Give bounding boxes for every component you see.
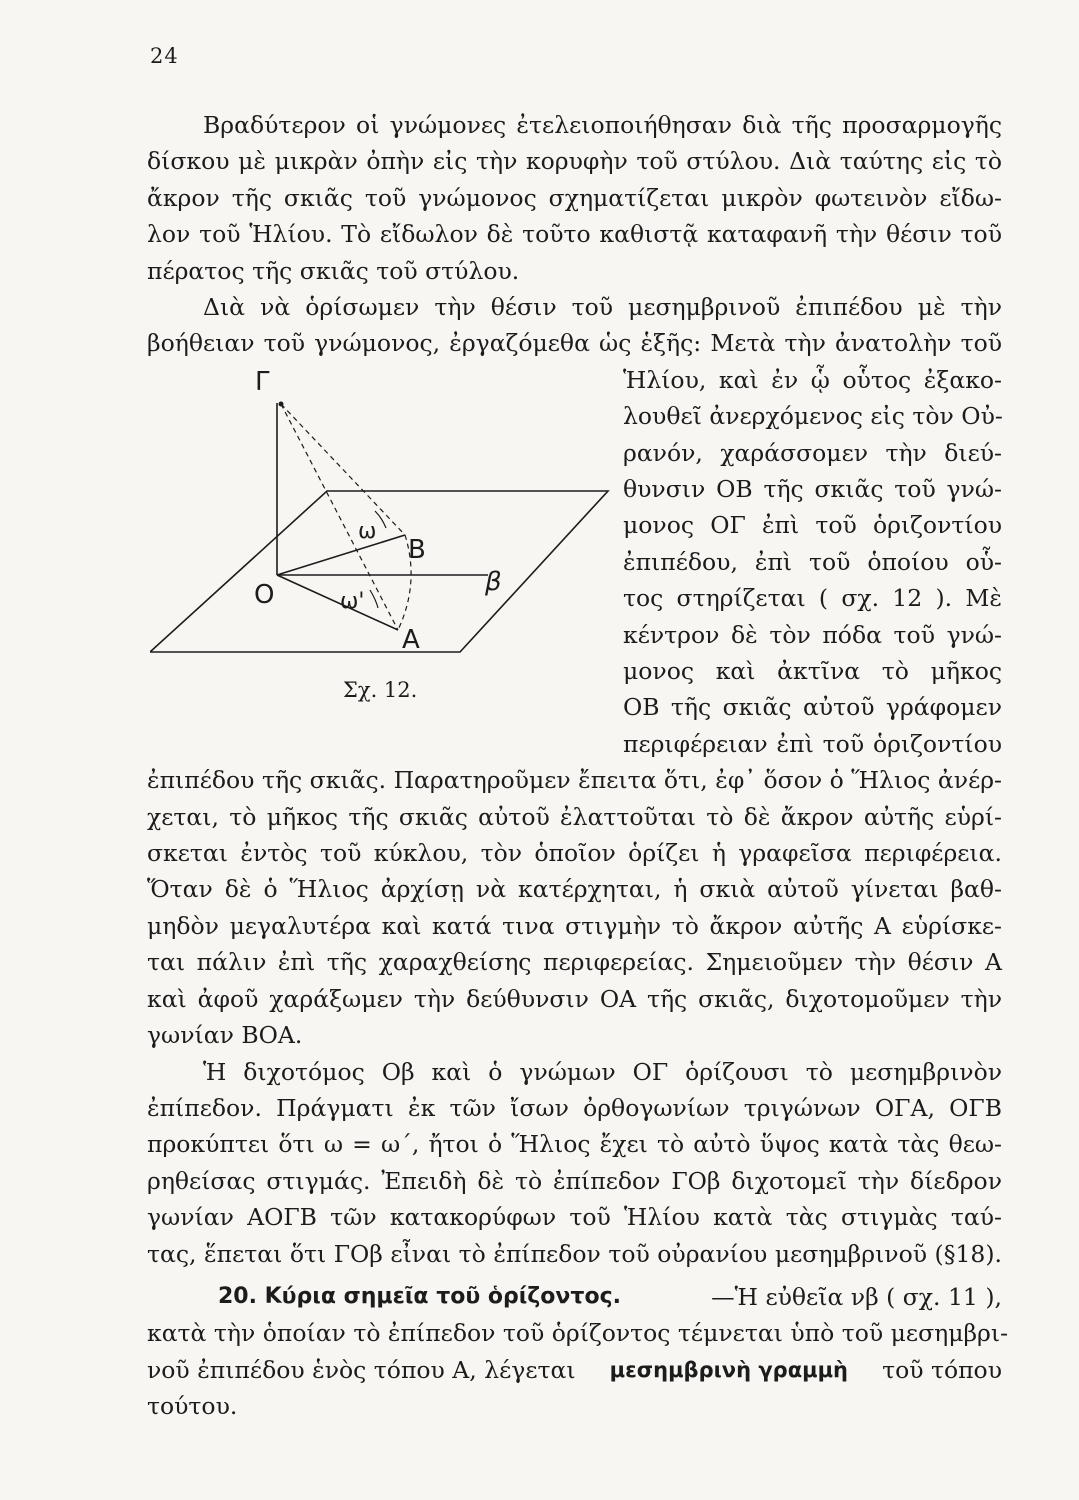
para2-line-2: βοήθειαν τοῦ γνώμονος, ἐργαζόμεθα ὡς ἑξῆς: Μετὰ τὴν ἀνατολὴν τοῦ <box>147 329 1002 357</box>
section-20-line-1-rest: —Ἡ εὐθεῖα νβ ( σχ. 11 ), <box>711 1283 1002 1311</box>
para3-line-5: γωνίαν ΑΟΓΒ τῶν κατακορύφων τοῦ Ἡλίου κατὰ τὰς στιγμὰς ταύ- <box>147 1203 1002 1231</box>
para2-side-line-4: θυνσιν ΟΒ τῆς σκιᾶς τοῦ γνώ- <box>623 475 1002 503</box>
para2-side-line-1: Ἡλίου, καὶ ἐν ᾧ οὗτος ἐξακο- <box>623 366 1002 394</box>
para2-rest-line-8: γωνίαν ΒΟΑ. <box>147 1021 303 1049</box>
section-20-line-4: τούτου. <box>147 1392 238 1420</box>
label-beta: β <box>485 567 502 597</box>
para2-side-line-5: μονος ΟΓ ἐπὶ τοῦ ὁριζοντίου <box>623 511 1002 539</box>
section-20-line-2: κατὰ τὴν ὁποίαν τὸ ἐπίπεδον τοῦ ὁρίζοντος τέμνεται ὑπὸ τοῦ μεσημβρι- <box>147 1319 1009 1347</box>
para3-line-3: προκύπτει ὅτι ω = ω΄, ἤτοι ὁ Ἥλιος ἔχει τὸ αὐτὸ ὕψος κατὰ τὰς θεω- <box>147 1130 1002 1158</box>
para2-side-line-7: τος στηρίζεται ( σχ. 12 ). Μὲ <box>623 584 1002 612</box>
label-B: B <box>408 535 426 565</box>
para1-line-2: δίσκου μὲ μικρὰν ὀπὴν εἰς τὴν κορυφὴν τοῦ στύλου. Διὰ ταύτης εἰς τὸ <box>147 147 1002 175</box>
para2-side-line-9: μονος καὶ ἀκτῖνα τὸ μῆκος <box>623 657 1002 685</box>
label-omega: ω <box>358 519 377 544</box>
para1-line-3: ἄκρον τῆς σκιᾶς τοῦ γνώμονος σχηματίζεται μικρὸν φωτεινὸν εἴδω- <box>147 184 1002 212</box>
gnomon-tip <box>279 402 284 407</box>
para2-rest-line-4: Ὅταν δὲ ὁ Ἥλιος ἀρχίσῃ νὰ κατέρχηται, ἡ σκιὰ αὐτοῦ γίνεται βαθ- <box>147 875 1002 903</box>
para2-side-line-8: κέντρον δὲ τὸν πόδα τοῦ γνώ- <box>623 621 1002 649</box>
para2-rest-line-7: καὶ ἀφοῦ χαράξωμεν τὴν δεύθυνσιν ΟΑ τῆς σκιᾶς, διχοτομοῦμεν τὴν <box>147 985 1002 1013</box>
para1-line-4: λον τοῦ Ἡλίου. Τὸ εἴδωλον δὲ τοῦτο καθιστᾷ καταφανῆ τὴν θέσιν τοῦ <box>147 220 1002 248</box>
para2-rest-line-3: σκεται ἐντὸς τοῦ κύκλου, τὸν ὁποῖον ὁρίζει ἡ γραφεῖσα περιφέρεια. <box>147 839 1002 867</box>
section-20-line-3-pre: νοῦ ἐπιπέδου ἑνὸς τόπου Α, λέγεται <box>147 1356 576 1384</box>
label-A: A <box>402 625 420 655</box>
para2-rest-line-5: μηδὸν μεγαλυτέρα καὶ κατά τινα στιγμὴν τὸ ἄκρον αὐτῆς Α εὑρίσκε- <box>147 912 1002 940</box>
section-20-line-3 <box>147 1355 1002 1385</box>
omega-arc <box>375 511 386 528</box>
label-omega-prime: ω' <box>340 589 365 614</box>
para3-line-1: Ἡ διχοτόμος Οβ καὶ ὁ γνώμων ΟΓ ὁρίζουσι τὸ μεσημβρινὸν <box>203 1058 1002 1086</box>
para3-line-4: ρηθείσας στιγμάς. Ἐπειδὴ δὲ τὸ ἐπίπεδον ΓΟβ διχοτομεῖ τὴν δίεδρον <box>147 1167 1002 1195</box>
para2-rest-line-6: ται πάλιν ἐπὶ τῆς χαραχθείσης περιφερείας. Σημειοῦμεν τὴν θέσιν Α <box>147 948 1002 976</box>
para2-line-1: Διὰ νὰ ὁρίσωμεν τὴν θέσιν τοῦ μεσημβρινοῦ ἐπιπέδου μὲ τὴν <box>203 293 1002 321</box>
label-O: O <box>254 580 275 610</box>
para2-rest-line-2: χεται, τὸ μῆκος τῆς σκιᾶς αὐτοῦ ἐλαττοῦται τὸ δὲ ἄκρον αὐτῆς εὑρί- <box>147 803 1002 831</box>
para2-side-line-10: ΟΒ τῆς σκιᾶς αὐτοῦ γράφομεν <box>623 693 1002 721</box>
meridian-line-term: μεσημβρινὴ γραμμὴ <box>609 1358 848 1382</box>
shadow-OA <box>277 575 398 630</box>
section-20-line-3-post: τοῦ τόπου <box>882 1356 1002 1384</box>
para1-line-1: Βραδύτερον οἱ γνώμονες ἐτελειοποιήθησαν διὰ τῆς προσαρμογῆς <box>203 111 1002 139</box>
figure-12-diagram <box>150 368 620 698</box>
figure-caption: Σχ. 12. <box>343 678 418 702</box>
para3-line-6: τας, ἕπεται ὅτι ΓΟβ εἶναι τὸ ἐπίπεδον τοῦ οὐρανίου μεσημβρινοῦ (§18). <box>147 1240 1002 1268</box>
para2-side-line-6: ἐπιπέδου, ἐπὶ τοῦ ὁποίου οὗ- <box>623 548 1002 576</box>
section-20-line-1 <box>218 1282 1002 1312</box>
para2-side-line-2: λουθεῖ ἀνερχόμενος εἰς τὸν Οὐ- <box>623 402 1003 430</box>
para2-rest-line-1: ἐπιπέδου τῆς σκιᾶς. Παρατηροῦμεν ἔπειτα ὅτι, ἐφ᾽ ὅσον ὁ Ἥλιος ἀνέρ- <box>147 766 1002 794</box>
para2-side-line-3: ρανόν, χαράσσομεν τὴν διεύ- <box>623 439 1002 467</box>
section-20-title: 20. Κύρια σημεῖα τοῦ ὁρίζοντος. <box>218 1284 621 1309</box>
para1-line-5: πέρατος τῆς σκιᾶς τοῦ στύλου. <box>147 257 520 285</box>
page-number: 24 <box>150 44 179 68</box>
para3-line-2: ἐπίπεδον. Πράγματι ἐκ τῶν ἴσων ὀρθογωνίων τριγώνων ΟΓΑ, ΟΓΒ <box>147 1094 1002 1122</box>
label-gamma: Γ <box>255 368 270 397</box>
omega-prime-arc <box>370 590 378 608</box>
para2-side-line-11: περιφέρειαν ἐπὶ τοῦ ὁριζοντίου <box>623 730 1002 758</box>
shadow-OB <box>277 535 405 575</box>
